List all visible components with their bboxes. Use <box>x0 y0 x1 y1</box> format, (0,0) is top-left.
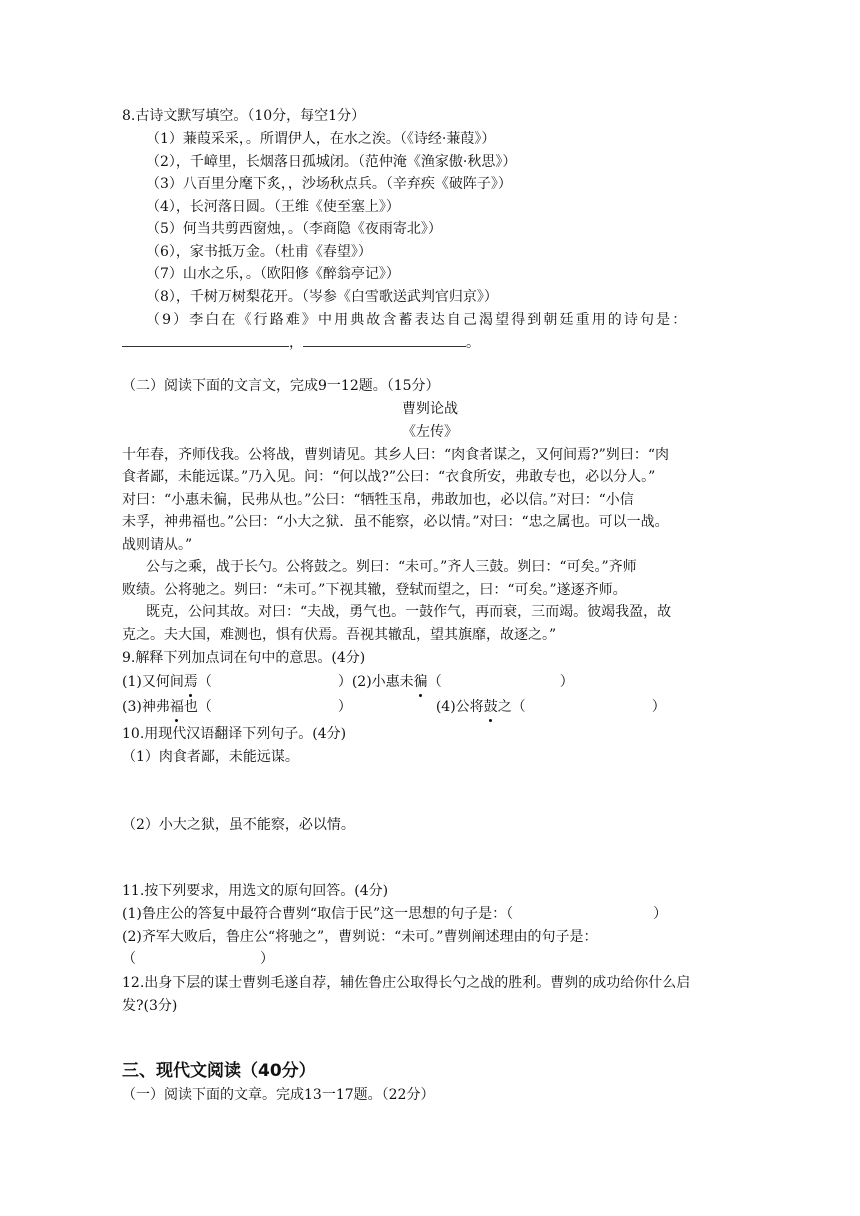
q9-2-close: ） <box>559 674 574 690</box>
passage-line: 对曰：“小惠未徧，民弗从也。”公曰：“牺牲玉帛，弗敢加也，必以信。”对曰：“小信 <box>122 492 634 508</box>
q9-title: 9.解释下列加点词在句中的意思。(4分) <box>122 650 366 666</box>
answer-blank[interactable] <box>122 332 289 347</box>
q8-item-8: （8），千树万树梨花开。（岑参《白雪歌送武判官归京》） <box>146 289 498 305</box>
q9-3-open: 也（ <box>183 699 212 715</box>
q9-1-open: （ <box>197 674 212 690</box>
passage-line: 食者鄙，未能远谋。”乃入见。问：“何以战?”公曰：“衣食所安，弗敢专也，必以分人。” <box>122 469 656 485</box>
q12-line-1: 12.出身下层的谋士曹刿毛遂自荐，辅佐鲁庄公取得长勺之战的胜利。曹刿的成功给你什么启 <box>122 975 691 991</box>
q8-item-7: （7）山水之乐，。（欧阳修《醉翁亭记》） <box>146 266 400 282</box>
q8-item-5: （5）何当共剪西窗烛，。（李商隐《夜雨寄北》） <box>146 221 442 237</box>
section3-heading: 三、现代文阅读（40分） <box>122 1061 316 1081</box>
q11-title: 11.按下列要求，用选文的原句回答。(4分) <box>122 883 389 899</box>
q11-2-open: （ <box>122 951 136 967</box>
passage-line: 战则请从。” <box>122 537 193 553</box>
q11-item-2: (2)齐军大败后，鲁庄公“将驰之”，曹刿说：“未可。”曹刿阐述理由的句子是： <box>122 929 598 945</box>
q9-2-open: （ <box>427 674 442 690</box>
q11-item-2-answer <box>122 948 274 970</box>
q12-line-2: 发?(3分) <box>122 998 178 1014</box>
q9-4-dotted-word: 鼓 <box>484 696 498 718</box>
q8-title: 8.古诗文默写填空。（10分，每空1分） <box>122 108 366 124</box>
punct: ， <box>289 335 303 351</box>
q9-row-2 <box>122 696 666 718</box>
q10-sentence-2: （2）小大之狱，虽不能察，必以情。 <box>122 817 355 833</box>
q8-item-9-blanks <box>122 332 480 354</box>
q9-1-text: (1)又何间 <box>122 674 184 690</box>
q9-1-dotted-word: 焉 <box>184 671 198 693</box>
passage-source: 《左传》 <box>402 424 458 440</box>
q8-item-9: （9）李白在《行路难》中用典故含蓄表达自己渴望得到朝廷重用的诗句是： <box>146 312 689 328</box>
q9-2-text: (2)小惠未 <box>351 674 414 690</box>
passage-line: 克之。夫大国，难测也，惧有伏焉。吾视其辙乱，望其旗靡，故逐之。” <box>122 627 557 643</box>
section2-intro: （二）阅读下面的文言文，完成9一12题。（15分） <box>122 378 440 394</box>
q9-2-dotted-word: 徧 <box>414 671 428 693</box>
q9-3-close: ） <box>337 699 352 715</box>
q9-4-text: (4)公将 <box>435 699 484 715</box>
q9-row-1 <box>122 671 574 693</box>
q8-item-3: （3）八百里分麾下炙，，沙场秋点兵。（辛弃疾《破阵子》） <box>146 176 512 192</box>
answer-blank[interactable] <box>303 332 466 347</box>
q8-item-4: （4），长河落日圆。（王维《使至塞上》） <box>146 199 400 215</box>
q9-1-close: ） <box>337 674 352 690</box>
q10-sentence-1: （1）肉食者鄙，未能远谋。 <box>122 749 299 765</box>
section3-intro: （一）阅读下面的文章。完成13一17题。（22分） <box>122 1087 435 1103</box>
q11-item-1 <box>122 903 667 925</box>
q11-2-close: ） <box>260 951 274 967</box>
passage-line: 十年春，齐师伐我。公将战，曹刿请见。其乡人曰：“肉食者谋之，又何间焉?”刿曰：“肉 <box>122 447 669 463</box>
passage-title: 曹刿论战 <box>402 401 458 417</box>
q9-3-text: (3)神弗 <box>122 699 170 715</box>
passage-line: 败绩。公将驰之。刿曰：“未可。”下视其辙，登轼而望之，曰：“可矣。”遂逐齐师。 <box>122 582 627 598</box>
q8-item-1: （1）蒹葭采采，。所谓伊人，在水之涘。（《诗经·蒹葭》） <box>146 131 496 147</box>
q9-4-close: ） <box>651 699 666 715</box>
q11-1-text: (1)鲁庄公的答复中最符合曹刿“取信于民”这一思想的句子是：（ <box>122 906 514 922</box>
passage-line: 未孚，神弗福也。”公曰：“小大之狱．虽不能察，必以情。”对曰：“忠之属也。可以一战。 <box>122 514 669 530</box>
passage-line: 公与之乘，战于长勺。公将鼓之。刿曰：“未可。”齐人三鼓。刿曰：“可矣。”齐师 <box>146 559 637 575</box>
q9-4-open: 之（ <box>497 699 526 715</box>
q9-3-dotted-word: 福 <box>170 696 184 718</box>
punct: 。 <box>466 335 480 351</box>
q8-item-6: （6），家书抵万金。（杜甫《春望》） <box>146 244 372 260</box>
q11-1-close: ） <box>653 906 668 922</box>
passage-line: 既克，公问其故。对曰：“夫战，勇气也。一鼓作气，再而衰，三而竭。彼竭我盈，故 <box>146 604 672 620</box>
q8-item-2: （2），千嶂里，长烟落日孤城闭。（范仲淹《渔家傲·秋思》） <box>146 154 517 170</box>
q10-title: 10.用现代汉语翻译下列句子。(4分) <box>122 726 347 742</box>
